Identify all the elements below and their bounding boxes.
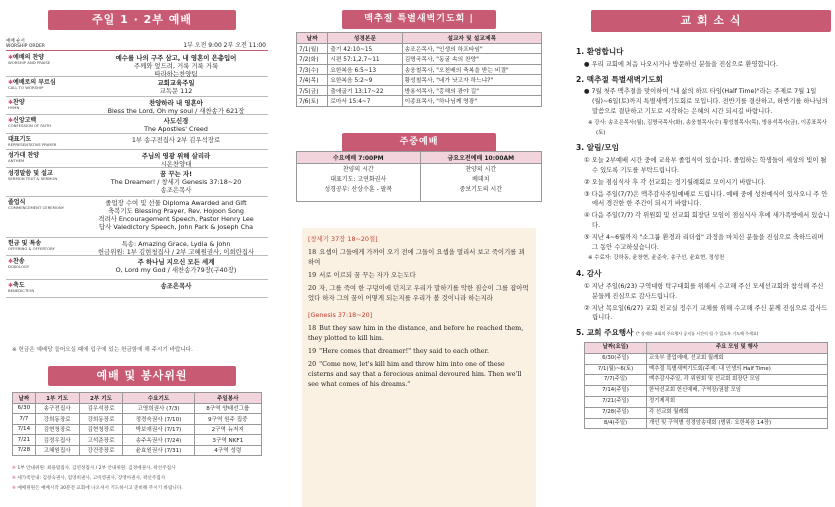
verse (308, 283, 530, 303)
worship-row-title: 성경말씀 및 설교 (8, 170, 53, 177)
worship-row-title-en: CONFESSION OF FAITH (8, 123, 52, 128)
star-icon: ✱ (8, 79, 14, 86)
star-icon: ✱ (8, 282, 14, 289)
worship-row-title-en: SERMON TEXT & SERMON (8, 176, 58, 181)
worship-banner: 주일 1 · 2부 예배 (48, 10, 236, 30)
star-icon: ✱ (8, 99, 14, 106)
worship-row-line: 주 하나님 지으신 모든 세계 (137, 258, 215, 266)
table-cell: 6/30 (13, 403, 36, 414)
table-header-cell: 설교자 및 설교제목 (402, 33, 541, 44)
table-header-row (13, 393, 262, 404)
table-header-cell: 성경본문 (328, 33, 402, 44)
worship-row (6, 97, 268, 115)
table-row (13, 435, 262, 446)
worship-row-line: 예수를 나의 구주 삼고, 내 영혼이 은총입어 (115, 54, 237, 62)
table-cell: 7/28 (13, 445, 36, 456)
worship-row-content (84, 152, 268, 168)
news-item: ③ 다음 주일(7/7)은 맥추감사주일예배로 드립니다. 예배 중에 성찬예식이 있사오니 주 안에서 경건한 한 주간이 되시기 바랍니다. (584, 190, 828, 208)
news-item: ⑤ 지난 4~6월까지 "소그룹 환경과 리더쉽" 과정을 마치신 분들을 진심으로 축하드리며 그 동안 수고하셨습니다. (584, 233, 824, 251)
table-cell: 강희동장로 (35, 414, 79, 425)
worship-row-title-en: OFFERING & OFFERTORY (8, 246, 55, 251)
news-section-title: 2. 맥추절 특별새벽기도회 (576, 74, 663, 84)
table-cell: 요한복음 5:2~9 (328, 75, 402, 86)
worship-row-content (84, 79, 268, 95)
table-cell: 7/1(월) (297, 43, 328, 54)
worship-row (6, 115, 268, 134)
table-cell: 각 선교회 월례회 (647, 407, 828, 418)
table-cell: 8/4(주일) (585, 418, 647, 429)
table-row (13, 424, 262, 435)
worship-row-label (8, 152, 39, 164)
worship-row-title: 축도 (13, 282, 25, 289)
schedule-event-header: 주요 모임 및 행사 (647, 342, 828, 353)
worship-row-line: 주께와 엎드려, 거룩 거룩 거룩 (133, 62, 219, 70)
worship-order-header (6, 37, 268, 51)
news-subnote: ※ 수료자: 강하동, 윤창현, 윤준숙, 송구선, 윤효현, 정성천 (588, 255, 725, 262)
friday-program (420, 164, 541, 202)
table-cell: 김우석장로 (79, 403, 123, 414)
worship-row-title: 헌금 및 특송 (8, 240, 42, 247)
worship-row-title-en: COMMENCEMENT CEREMONY (8, 205, 65, 210)
table-cell: 7/14 (13, 424, 36, 435)
worship-row-line: 답사 Valedictory Speech, John Park & Joseph Cha (98, 223, 254, 231)
table-header-cell: 수요기도 (123, 393, 194, 404)
worship-row (6, 150, 268, 168)
worship-row-title-en: WORSHIP AND PRAISE (8, 60, 51, 65)
worship-row-content (84, 199, 268, 231)
table-cell: 윤효원권사 (7/31) (123, 445, 194, 456)
table-cell: 방용석목사, "홍해의 광야 길" (402, 85, 541, 96)
verse-number: 20 (308, 360, 317, 368)
table-row (13, 403, 262, 414)
footnote-text: 세가족안내: 김창숙권사, 엄영희권사, 고미영권사, 장영아권사, 곽선주집사 (17, 476, 166, 481)
table-cell: 7/2(화) (297, 54, 328, 65)
church-news-banner: 교 회 소 식 (591, 10, 831, 32)
schedule-title (576, 328, 830, 339)
table-row (13, 445, 262, 456)
worship-row (6, 77, 268, 97)
worship-row-line: 송조은목사 (160, 186, 192, 194)
news-item: ② 오늘 점심식사 후 각 선교회는 정기월례회로 모이시기 바랍니다. (584, 178, 766, 186)
footnote-mark: ※ (12, 476, 18, 481)
worship-row-content (84, 54, 268, 78)
worship-row-label (8, 258, 29, 270)
worship-row-line: 시온찬양대 (160, 160, 192, 168)
worship-row-content (84, 258, 268, 274)
worship-row-line: 격려사 Encouragement Speech, Pastor Henry Lee (98, 215, 254, 223)
news-section-title: 1. 환영합니다 (576, 47, 624, 56)
worship-row-title: 찬송 (13, 258, 25, 265)
table-row (297, 75, 542, 86)
worship-row-label (8, 282, 34, 294)
table-cell: 김명국목사, "동굴 속의 찬양" (402, 54, 541, 65)
service-table (12, 392, 262, 456)
news-item: ① 지난 주일(6/23) 구역대항 탁구대회를 위해서 수고해 주신 모세선교회와 참석해 주신 분들께 진심으로 감사드립니다. (584, 282, 824, 300)
table-cell: 강희동장로 (79, 414, 123, 425)
scripture-ko-verses (308, 247, 530, 303)
verse-number: 19 (308, 347, 317, 355)
table-cell: 시편 57:1,2,7~11 (328, 54, 402, 65)
worship-row-line: 주님의 영광 위해 살리라 (141, 152, 211, 160)
worship-row-line: 특송: Amazing Grace, Lydia & John (121, 240, 231, 248)
weekday-line: 찬양의 시간 (465, 166, 497, 173)
worship-row-line: The Apostles' Creed (144, 125, 208, 133)
service-banner: 예배 및 봉사위원 (48, 366, 236, 386)
worship-row-title-en: HYMN (8, 105, 20, 110)
table-row (585, 396, 828, 407)
table-cell: 6/30(주일) (585, 353, 647, 364)
table-cell: 강건중장로 (79, 445, 123, 456)
table-cell: 정경숙권사 (7/10) (123, 414, 194, 425)
table-cell: 요한복음 6:5~13 (328, 64, 402, 75)
worship-row-title: 졸업식 (8, 199, 26, 206)
worship-row-title: 신앙고백 (13, 117, 37, 124)
offering-note: ※ 헌금은 예배당 들어오실 때에 입구에 있는 헌금함에 해 주시기 바랍니다. (12, 347, 193, 353)
worship-row-line: 교회교육주일 (157, 79, 195, 87)
footnote-text: 1부 안내위원: 최용범집사, 김연성집사 / 2부 안내위원: 김경애권사, 곽선주집사 (17, 466, 176, 471)
worship-row-line: 따라하는찬양팀 (154, 70, 198, 78)
scripture-en-verses (308, 323, 530, 389)
weekday-worship-table (296, 151, 542, 202)
worship-row-content (84, 136, 268, 144)
worship-row (6, 134, 268, 150)
scripture-box (302, 228, 536, 507)
table-header-cell: 주일봉사 (194, 393, 261, 404)
schedule-date-header: 날짜(요일) (585, 342, 647, 353)
worship-row-line: 교독문 112 (159, 87, 193, 95)
worship-row-content (84, 117, 268, 133)
worship-row-title: 대표기도 (8, 136, 32, 143)
table-header-cell: 2부 기도 (79, 393, 123, 404)
table-row (585, 407, 828, 418)
wednesday-program (297, 164, 421, 202)
weekday-line: 베데치 (472, 176, 490, 183)
scripture-en-reference: [Genesis 37:18~20] (308, 311, 373, 319)
worship-row (6, 197, 268, 238)
table-cell: 고혜원집사 (35, 445, 79, 456)
friday-header: 금요오전예배 10:00AM (420, 152, 541, 164)
worship-row-title-en: BENEDICTION (8, 288, 35, 293)
verse (308, 346, 530, 356)
table-cell: 송주옥권사 (7/24) (123, 435, 194, 446)
table-cell: 7/14(주일) (585, 386, 647, 397)
worship-row (6, 238, 268, 256)
verse-text: 서로 이르되 꿈 꾸는 자가 오는도다 (319, 271, 416, 279)
table-cell: 8구역 양태선그룹 (194, 403, 261, 414)
verse-text: "Come now, let's kill him and throw him into one of these cisterns and say that a ferocious animal devoured him. Then we'll see what comes of his dreams." (308, 360, 522, 388)
worship-row-line: 사도신경 (163, 117, 189, 125)
table-cell: 한낙선교회 헌신예배, 구역장/권찰 모임 (647, 386, 828, 397)
table-row (297, 64, 542, 75)
table-header-cell: 날짜 (13, 393, 36, 404)
table-cell: 송구전집사 (35, 403, 79, 414)
table-cell: 3구역 NKF1 (194, 435, 261, 446)
service-times: 1부 오전 9:00 2부 오전 11:00 (183, 42, 266, 49)
schedule-table (584, 342, 828, 429)
table-header-cell: 날짜 (297, 33, 328, 44)
footnote-mark: ※ (12, 466, 18, 471)
worship-row-label (8, 54, 50, 66)
worship-row-content (84, 240, 268, 256)
schedule-table-body (585, 353, 828, 429)
worship-column (6, 0, 268, 507)
worship-row-title-en: CALL TO WORSHIP (8, 85, 44, 90)
worship-row-line: O, Lord my God / 새찬송가79장(구40장) (115, 266, 237, 274)
table-cell: 7/21(주일) (585, 396, 647, 407)
worship-row-line: 축복기도 Blessing Prayer, Rev. Hojoon Song (108, 207, 244, 215)
table-cell: 출애굽기 13:17~22 (328, 85, 402, 96)
table-row (297, 43, 542, 54)
star-icon: ✱ (8, 258, 14, 265)
footnote (12, 485, 183, 491)
table-row (13, 414, 262, 425)
dawn-prayer-table (296, 32, 542, 107)
table-row (585, 353, 828, 364)
worship-row-label (8, 199, 64, 211)
weekday-line: 대표기도: 고연화권사 (330, 176, 387, 183)
footnote (12, 465, 176, 471)
news-subnote: ※ 강사: 송조은목사(월), 김명국목사(화), 송웅철목사(수) 황성철목사(목), 방용석목사(금), 이종표목사(토) (588, 119, 827, 136)
table-row (585, 386, 828, 397)
worship-row-label (8, 117, 51, 129)
verse (308, 270, 530, 280)
verse-text: But they saw him in the distance, and before he reached them, they plotted to kill him. (308, 324, 524, 342)
table-cell: 박보애권사 (7/17) (123, 424, 194, 435)
worship-row-line: 1부 송구전집사 2부 김우석장로 (131, 136, 221, 144)
table-cell: 송조은목사, "인생의 하프타임" (402, 43, 541, 54)
verse-number: 19 (308, 271, 317, 279)
table-cell: 7/4(목) (297, 75, 328, 86)
table-cell: 김정우집사 (35, 435, 79, 446)
footnote (12, 475, 165, 481)
worship-row-content (84, 170, 268, 194)
worship-order-label-en: WORSHIP ORDER (6, 44, 45, 49)
worship-row-label (8, 99, 25, 111)
news-item: ● 우리 교회에 처음 나오시거나 방문하신 분들을 진심으로 환영합니다. (584, 60, 778, 68)
table-row (297, 54, 542, 65)
prayer-column (296, 0, 542, 507)
table-cell: 7/6(토) (297, 96, 328, 107)
verse-text: 자, 그를 죽여 한 구덩이에 던지고 우리가 말하기를 악한 짐승이 그를 잡아먹었다 하자 그의 꿈이 어떻게 되는지를 우리가 볼 것이니라 하는지라 (308, 284, 529, 302)
table-cell: 맥추감사주일, 각 위원회 및 선교회 회장단 모임 (647, 375, 828, 386)
worship-row-line: Bless the Lord, Oh my soul / 새찬송가 621장 (107, 107, 245, 115)
table-cell: 7/28(주일) (585, 407, 647, 418)
worship-row-title: 예배로의 부르심 (13, 79, 56, 86)
weekday-line: 찬양의 시간 (342, 166, 374, 173)
table-row (297, 96, 542, 107)
worship-row-title-en: DOXOLOGY (8, 264, 30, 269)
dawn-prayer-banner: 맥추절 특별새벽기도회 | (342, 10, 496, 29)
worship-row-line: 송조은목사 (160, 282, 192, 290)
worship-row-line: 졸업장 수여 및 선물 Diploma Awarded and Gift (105, 199, 247, 207)
worship-row-content (84, 99, 268, 115)
verse (308, 247, 530, 267)
church-news (576, 42, 830, 429)
table-cell: 이종표목사, "하나님께 영광" (402, 96, 541, 107)
table-header-cell: 1부 기도 (35, 393, 79, 404)
worship-row-content (84, 282, 268, 290)
news-sections (576, 47, 830, 323)
worship-row-label (8, 170, 57, 182)
worship-row-line: 찬양하라 내 영혼아 (149, 99, 203, 107)
worship-row-line: The Dreamer! / 창세기 Genesis 37:18~20 (110, 178, 242, 186)
table-cell: 고영희권사 (7/3) (123, 403, 194, 414)
table-row (585, 375, 828, 386)
table-cell: 9구역 원주 집중 (194, 414, 261, 425)
table-cell: 송웅철목사, "오천배의 축복을 받는 비결" (402, 64, 541, 75)
table-cell: 7/7 (13, 414, 36, 425)
worship-order-label: 예배 순서 (6, 39, 25, 44)
worship-row-title-en: REPRESENTATIVE PRAYER (8, 142, 57, 147)
table-cell: 교육부 졸업예배, 선교회 월례회 (647, 353, 828, 364)
worship-row (6, 280, 268, 298)
worship-row (6, 168, 268, 197)
table-cell: 7/21 (13, 435, 36, 446)
schedule-title-text: 5. 교회 주요행사 (576, 328, 634, 338)
weekday-line: 성경공부: 산상수훈 - 팔복 (324, 186, 393, 193)
star-icon: ✱ (8, 54, 14, 61)
verse (308, 359, 530, 389)
worship-row (6, 256, 268, 280)
table-cell: 정기제직회 (647, 396, 828, 407)
wednesday-header: 수요예배 7:00PM (297, 152, 421, 164)
table-cell: 7/7(주일) (585, 375, 647, 386)
worship-row-line: 헌금위원: 1부 김현청집사 / 2부 고혜원권사, 이희란집사 (97, 248, 255, 256)
worship-row (6, 52, 268, 77)
table-cell: 로마서 15:4~7 (328, 96, 402, 107)
table-cell: 7/3(수) (297, 64, 328, 75)
table-cell: 김현청장로 (35, 424, 79, 435)
verse-number: 18 (308, 248, 317, 256)
table-cell: 2구역 뉴저지 (194, 424, 261, 435)
worship-row-title: 예배의 찬양 (13, 54, 45, 61)
worship-row-label (8, 240, 55, 252)
verse-number: 18 (308, 324, 317, 332)
news-item: ① 오늘 2부예배 시간 중에 교육부 졸업식이 있습니다. 졸업하는 학생들이 세상의 빛이 될 수 있도록 기도를 부탁드립니다. (584, 157, 827, 174)
table-row (297, 85, 542, 96)
table-cell: 황성철목사, "네가 낫고자 하느냐?" (402, 75, 541, 86)
worship-row-line: 꿈 꾸는 자! (159, 170, 193, 178)
footnote-text: 예배위원은 예배시작 30분전 교회에 나오셔서 기도하시고 준비해 주시기 바랍니다. (17, 486, 183, 491)
news-item: ④ 다음 주일(7/7) 각 위원회 및 선교회 회장단 모임이 점심식사 후에 새가족방에서 있습니다. (584, 212, 830, 229)
weekday-worship-banner: 주중예배 (342, 133, 496, 152)
verse-number: 20 (308, 284, 317, 292)
news-section-title: 3. 알림/모임 (576, 143, 619, 153)
worship-row-title: 성가대 찬양 (8, 152, 40, 159)
table-cell: 고석준장로 (79, 435, 123, 446)
table-cell: 7/1(월)~6(토) (585, 364, 647, 375)
table-header-row (297, 33, 542, 44)
news-item: ② 지난 목요일(6/27) 교회 친교실 정수기 교체를 위해 수고해 주신 분께 진심으로 감사드립니다. (584, 304, 828, 322)
schedule-note: (* 상세한 교회의 주요행사 공지를 시간이 될 수 있도록 기도해 주세요) (636, 331, 759, 337)
news-column (566, 0, 830, 507)
star-icon: ✱ (8, 117, 14, 124)
worship-row-label (8, 79, 56, 91)
table-cell: 김현청장로 (79, 424, 123, 435)
table-row (585, 418, 828, 429)
verse-text: 요셉이 그들에게 가까이 오기 전에 그들이 요셉을 멀리서 보고 죽이기를 꾀하여 (308, 248, 525, 266)
table-cell: 7/5(금) (297, 85, 328, 96)
table-cell: 맥추절 특별새벽기도회(주제: 내 인생의 Half Time) (647, 364, 828, 375)
table-cell: 출기 42:10~15 (328, 43, 402, 54)
worship-row-title: 찬양 (13, 99, 25, 106)
verse-text: "Here comes that dreamer!" they said to each other. (319, 347, 489, 355)
news-section-title: 4. 감사 (576, 269, 602, 279)
worship-row-label (8, 136, 56, 148)
service-table-body (13, 403, 262, 456)
news-item: ● 7월 첫주 맥추절을 맞이하여 "내 삶의 하프 타임(Half Time)"라는 주제로 7월 1일(월)~6일(토)까지 특별새벽기도회로 모입니다. 전반기를 결산하고, 하반기를 하나님의 말씀으로 결단하고 기도로 시작하는 은혜의 시간 되시길 바랍니다. (584, 88, 828, 115)
weekday-line: 중보기도의 시간 (459, 186, 503, 193)
scripture-ko-reference: [창세기 37장 18~20절] (308, 235, 378, 243)
table-row (585, 364, 828, 375)
worship-row-title-en: ANTHEM (8, 158, 25, 163)
dawn-prayer-table-body (297, 43, 542, 106)
table-cell: 개인 및 구역별 성경암송대회 (범위: 요한복음 14장) (647, 418, 828, 429)
verse (308, 323, 530, 343)
table-cell: 4구역 성령 (194, 445, 261, 456)
footnote-mark: ※ (12, 486, 18, 491)
